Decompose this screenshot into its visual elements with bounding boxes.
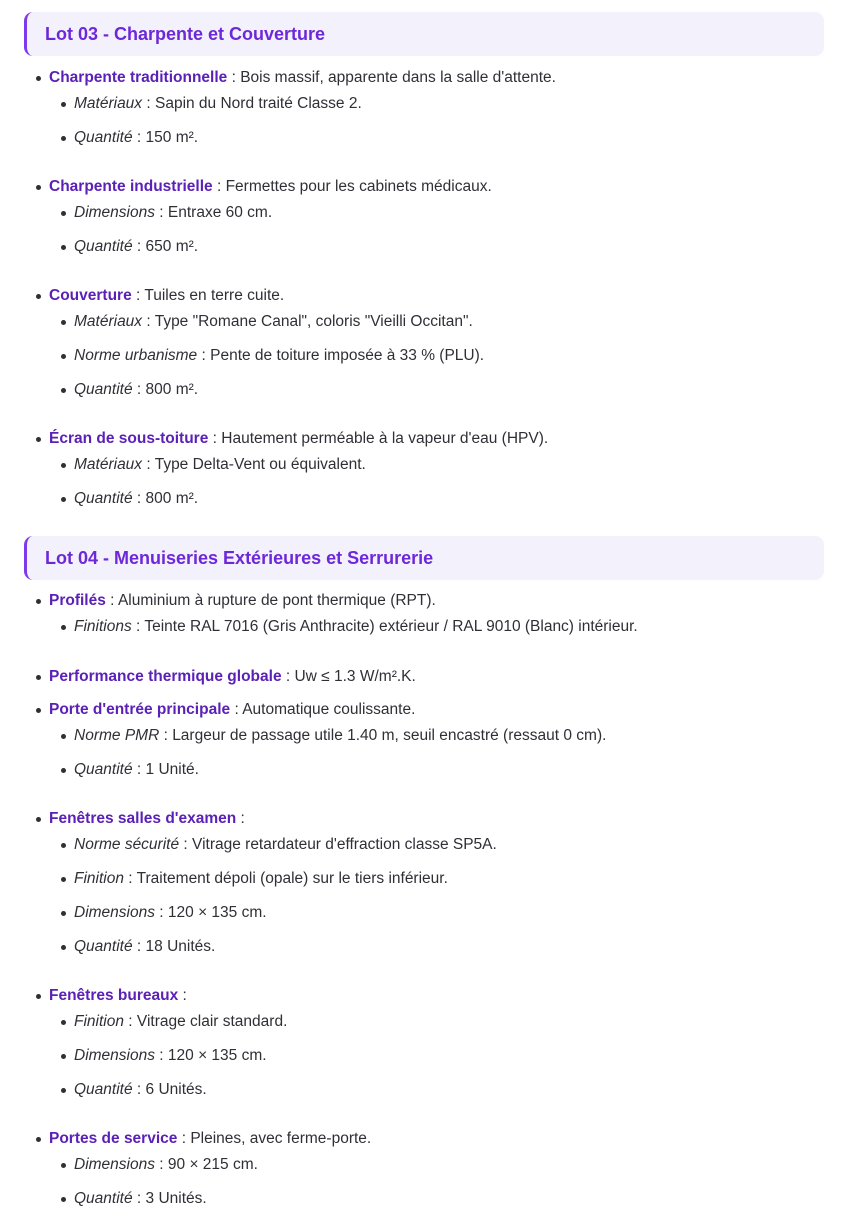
sub-text: Type "Romane Canal", coloris "Vieilli Occitan". <box>154 313 473 330</box>
separator: : <box>132 1190 146 1207</box>
separator: : <box>154 204 168 221</box>
sub-item <box>49 617 824 637</box>
separator: : <box>230 701 243 718</box>
sub-item <box>49 203 824 223</box>
sub-text: 120 × 135 cm. <box>167 904 267 921</box>
sub-label: Norme urbanisme <box>74 347 198 364</box>
item-name: Fenêtres salles d'examen <box>49 810 237 827</box>
sub-label: Matériaux <box>74 456 143 473</box>
sub-item <box>49 835 824 855</box>
list-item <box>24 68 824 148</box>
sub-item <box>49 869 824 889</box>
sub-label: Finition <box>74 870 124 887</box>
item-name: Porte d'entrée principale <box>49 701 231 718</box>
sub-item <box>49 94 824 114</box>
item-description: Automatique coulissante. <box>242 701 416 718</box>
sub-text: 150 m². <box>145 129 199 146</box>
separator: : <box>236 810 245 827</box>
sub-label: Quantité <box>74 938 133 955</box>
sub-text: Vitrage clair standard. <box>136 1013 288 1030</box>
separator: : <box>123 870 137 887</box>
sub-list <box>49 835 824 957</box>
separator: : <box>197 347 211 364</box>
lot-section <box>24 12 824 509</box>
separator: : <box>142 95 155 112</box>
sub-item <box>49 346 824 366</box>
item-description: Fermettes pour les cabinets médicaux. <box>225 178 492 195</box>
sub-text: Sapin du Nord traité Classe 2. <box>154 95 362 112</box>
list-item <box>24 1129 824 1209</box>
lot-header <box>24 536 824 580</box>
sub-label: Norme sécurité <box>74 836 180 853</box>
sub-label: Dimensions <box>74 904 155 921</box>
sub-text: 800 m². <box>145 381 199 398</box>
sub-item <box>49 937 824 957</box>
sub-item <box>49 903 824 923</box>
separator: : <box>178 987 187 1004</box>
lot-header <box>24 12 824 56</box>
sub-label: Matériaux <box>74 313 143 330</box>
sub-item <box>49 455 824 475</box>
lot-title: Lot 04 - Menuiseries Extérieures et Serrurerie <box>45 547 434 568</box>
separator: : <box>123 1013 137 1030</box>
sub-list <box>49 455 824 509</box>
separator: : <box>132 490 146 507</box>
item-description: Aluminium à rupture de pont thermique (RPT). <box>117 592 436 609</box>
item-list <box>24 591 824 1209</box>
sub-text: Type Delta-Vent ou équivalent. <box>154 456 366 473</box>
sub-label: Matériaux <box>74 95 143 112</box>
sub-text: Vitrage retardateur d'effraction classe SP5A. <box>192 836 497 853</box>
sub-label: Dimensions <box>74 204 155 221</box>
sub-text: 90 × 215 cm. <box>167 1156 258 1173</box>
list-item <box>24 177 824 257</box>
separator: : <box>154 1156 168 1173</box>
sub-item <box>49 237 824 257</box>
item-list <box>24 68 824 509</box>
separator: : <box>131 618 145 635</box>
sub-label: Quantité <box>74 1190 133 1207</box>
sub-label: Dimensions <box>74 1156 155 1173</box>
sub-list <box>49 1155 824 1209</box>
item-description: Hautement perméable à la vapeur d'eau (HPV). <box>221 430 549 447</box>
sub-item <box>49 760 824 780</box>
item-name: Fenêtres bureaux <box>49 987 179 1004</box>
list-item <box>24 286 824 400</box>
lot-section <box>24 536 824 1209</box>
sub-text: 1 Unité. <box>145 761 199 778</box>
list-item <box>24 591 824 637</box>
sub-list <box>49 1012 824 1100</box>
sub-item <box>49 1012 824 1032</box>
sub-text: 18 Unités. <box>145 938 216 955</box>
sub-item <box>49 1155 824 1175</box>
item-description: Tuiles en terre cuite. <box>144 287 285 304</box>
sub-text: 800 m². <box>145 490 199 507</box>
sub-item <box>49 128 824 148</box>
sub-list <box>49 726 824 780</box>
sub-text: 3 Unités. <box>145 1190 207 1207</box>
sub-label: Quantité <box>74 761 133 778</box>
sub-label: Dimensions <box>74 1047 155 1064</box>
sub-text: Pente de toiture imposée à 33 % (PLU). <box>210 347 485 364</box>
separator: : <box>177 1130 191 1147</box>
separator: : <box>142 456 155 473</box>
sub-item <box>49 1080 824 1100</box>
sub-text: 6 Unités. <box>145 1081 207 1098</box>
sub-item <box>49 489 824 509</box>
separator: : <box>132 1081 146 1098</box>
lot-title: Lot 03 - Charpente et Couverture <box>45 23 326 44</box>
sub-label: Norme PMR <box>74 727 160 744</box>
separator: : <box>281 668 295 685</box>
list-item <box>24 429 824 509</box>
sub-label: Finitions <box>74 618 132 635</box>
separator: : <box>132 938 146 955</box>
separator: : <box>132 238 146 255</box>
item-name: Performance thermique globale <box>49 668 282 685</box>
sub-label: Finition <box>74 1013 124 1030</box>
sub-item <box>49 726 824 746</box>
separator: : <box>154 1047 168 1064</box>
item-name: Écran de sous-toiture <box>49 430 209 447</box>
separator: : <box>105 592 118 609</box>
list-item <box>24 986 824 1100</box>
separator: : <box>142 313 155 330</box>
sub-list <box>49 617 824 637</box>
sub-list <box>49 203 824 257</box>
sub-item <box>49 1046 824 1066</box>
sub-label: Quantité <box>74 1081 133 1098</box>
separator: : <box>132 761 146 778</box>
sub-list <box>49 312 824 400</box>
sub-text: Teinte RAL 7016 (Gris Anthracite) extérieur / RAL 9010 (Blanc) intérieur. <box>144 618 638 635</box>
list-item <box>24 667 824 687</box>
item-description: Pleines, avec ferme-porte. <box>190 1130 372 1147</box>
separator: : <box>227 69 241 86</box>
sub-text: Entraxe 60 cm. <box>167 204 273 221</box>
list-item <box>24 700 824 780</box>
sub-label: Quantité <box>74 490 133 507</box>
sub-text: 650 m². <box>145 238 199 255</box>
item-name: Portes de service <box>49 1130 178 1147</box>
sub-text: 120 × 135 cm. <box>167 1047 267 1064</box>
sub-label: Quantité <box>74 238 133 255</box>
sub-text: Largeur de passage utile 1.40 m, seuil encastré (ressaut 0 cm). <box>172 727 607 744</box>
sub-item <box>49 312 824 332</box>
separator: : <box>179 836 193 853</box>
sub-label: Quantité <box>74 129 133 146</box>
separator: : <box>132 381 146 398</box>
sub-list <box>49 94 824 148</box>
separator: : <box>132 129 146 146</box>
separator: : <box>154 904 168 921</box>
item-description: Uw ≤ 1.3 W/m².K. <box>294 668 416 685</box>
separator: : <box>131 287 145 304</box>
item-name: Charpente industrielle <box>49 178 213 195</box>
sub-text: Traitement dépoli (opale) sur le tiers inférieur. <box>136 870 448 887</box>
separator: : <box>159 727 173 744</box>
sub-item <box>49 380 824 400</box>
sub-item <box>49 1189 824 1209</box>
item-name: Couverture <box>49 287 132 304</box>
separator: : <box>212 178 226 195</box>
separator: : <box>208 430 222 447</box>
item-description: Bois massif, apparente dans la salle d'attente. <box>240 69 556 86</box>
list-item <box>24 809 824 957</box>
item-name: Profilés <box>49 592 106 609</box>
sub-label: Quantité <box>74 381 133 398</box>
item-name: Charpente traditionnelle <box>49 69 228 86</box>
